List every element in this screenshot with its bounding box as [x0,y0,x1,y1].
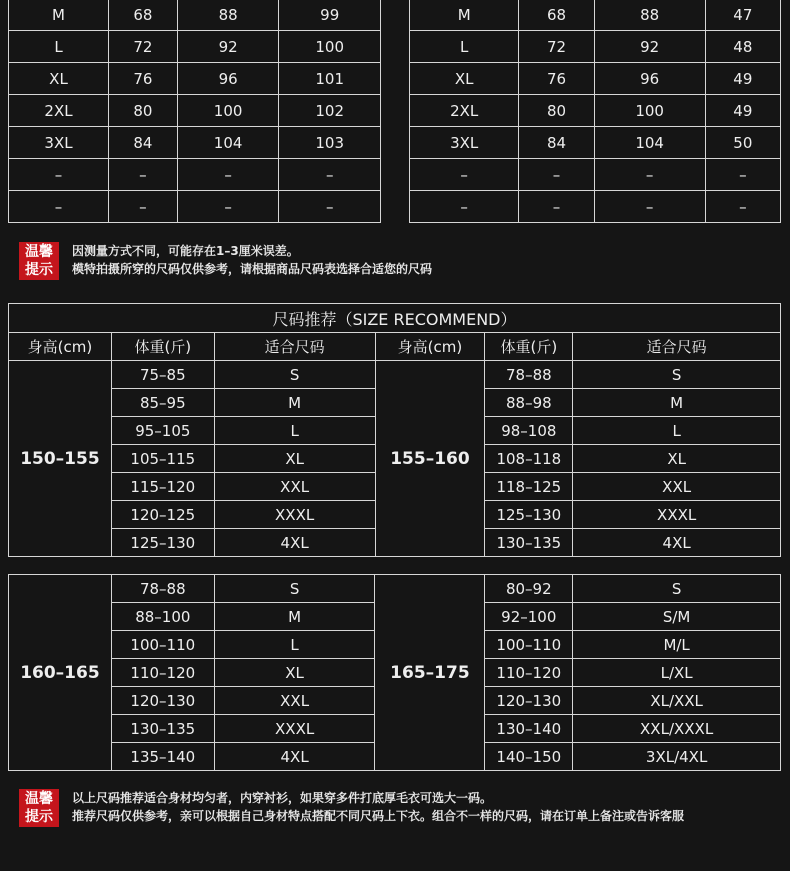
weight-cell: 125–130 [111,529,214,557]
height-range-cell: 150–155 [9,361,112,557]
size-cell: 102 [279,95,381,127]
size-row [9,159,381,191]
size-row [410,191,781,223]
size-cell: 84 [109,127,178,159]
size-row [410,0,781,31]
size-cell: L [214,631,375,659]
header-cell: 体重(斤) [111,333,214,361]
size-recommend-body-2 [9,575,781,771]
weight-cell: 78–88 [111,575,214,603]
size-cell: 92 [177,31,279,63]
size-cell: XL [214,445,375,473]
size-cell: M [410,0,519,31]
size-cell: 99 [279,0,381,31]
size-cell: – [9,159,109,191]
size-cell: XXXL [214,715,375,743]
size-row [410,95,781,127]
size-cell: M [214,603,375,631]
weight-cell: 140–150 [485,743,573,771]
size-cell: 48 [705,31,780,63]
size-cell: 80 [519,95,594,127]
size-row [9,0,381,31]
size-cell: M/L [573,631,781,659]
size-cell: L [9,31,109,63]
size-table-right [409,0,781,223]
size-cell: L [410,31,519,63]
size-cell: 104 [177,127,279,159]
weight-cell: 88–100 [111,603,214,631]
size-cell: 84 [519,127,594,159]
size-row [9,95,381,127]
weight-cell: 130–140 [485,715,573,743]
notice-line: 因测量方式不同，可能存在1–3厘米误差。 [72,244,299,258]
size-cell: L/XL [573,659,781,687]
weight-cell: 78–88 [485,361,573,389]
size-cell: 68 [109,0,178,31]
size-table-right-body [410,0,781,223]
size-cell: 100 [594,95,705,127]
size-cell: 96 [594,63,705,95]
weight-cell: 75–85 [111,361,214,389]
weight-cell: 135–140 [111,743,214,771]
size-cell: – [177,159,279,191]
size-cell: 2XL [410,95,519,127]
weight-cell: 100–110 [485,631,573,659]
size-cell: S [214,361,375,389]
size-cell: – [705,159,780,191]
size-cell: – [279,159,381,191]
size-cell: 4XL [214,529,375,557]
size-row [9,127,381,159]
weight-cell: 108–118 [485,445,573,473]
size-cell: 3XL [9,127,109,159]
size-cell: 100 [279,31,381,63]
height-range-cell: 160–165 [9,575,112,771]
size-cell: XXL [214,473,375,501]
size-cell: 3XL [410,127,519,159]
notice-tip [19,242,432,280]
size-table-left [8,0,381,223]
size-row [410,31,781,63]
size-cell: XXL/XXXL [573,715,781,743]
size-cell: XL [410,63,519,95]
recommend-title: 尺码推荐（SIZE RECOMMEND） [9,304,781,333]
size-cell: – [410,159,519,191]
notice-text [72,242,432,278]
size-cell: – [177,191,279,223]
weight-cell: 110–120 [485,659,573,687]
notice-badge [19,242,59,280]
size-cell: 4XL [214,743,375,771]
notice-line: 以上尺码推荐适合身材均匀者，内穿衬衫，如果穿多件打底厚毛衣可选大一码。 [72,791,493,805]
weight-cell: 110–120 [111,659,214,687]
size-cell: 96 [177,63,279,95]
size-recommend-table-2 [8,574,781,771]
size-row [9,31,381,63]
size-cell: M [9,0,109,31]
size-cell: – [519,191,594,223]
size-cell: 76 [109,63,178,95]
size-cell: – [519,159,594,191]
notice-tip-2 [19,789,684,827]
size-cell: 103 [279,127,381,159]
weight-cell: 125–130 [485,501,573,529]
size-cell: 49 [705,63,780,95]
size-cell: 4XL [573,529,781,557]
header-cell: 身高(cm) [375,333,485,361]
size-cell: – [279,191,381,223]
size-row [9,63,381,95]
size-row [410,159,781,191]
size-cell: L [214,417,375,445]
badge-line: 提示 [25,262,53,278]
size-cell: XL [9,63,109,95]
notice-text [72,789,684,825]
size-cell: – [705,191,780,223]
notice-line: 推荐尺码仅供参考，亲可以根据自己身材特点搭配不同尺码上下衣。组合不一样的尺码，请在订单上备注或告诉客服 [72,809,685,823]
size-cell: M [214,389,375,417]
size-cell: S [214,575,375,603]
size-cell: XXL [573,473,781,501]
size-cell: L [573,417,781,445]
weight-cell: 130–135 [485,529,573,557]
weight-cell: 98–108 [485,417,573,445]
size-cell: S/M [573,603,781,631]
size-cell: 76 [519,63,594,95]
header-cell: 身高(cm) [9,333,112,361]
weight-cell: 95–105 [111,417,214,445]
notice-badge [19,789,59,827]
weight-cell: 115–120 [111,473,214,501]
size-cell: XXXL [573,501,781,529]
size-cell: 47 [705,0,780,31]
size-cell: 49 [705,95,780,127]
size-cell: 2XL [9,95,109,127]
weight-cell: 85–95 [111,389,214,417]
size-cell: 68 [519,0,594,31]
size-cell: XXXL [214,501,375,529]
weight-cell: 120–130 [485,687,573,715]
size-row [410,127,781,159]
size-cell: – [410,191,519,223]
size-cell: S [573,575,781,603]
size-cell: 88 [594,0,705,31]
size-table-left-body [9,0,381,223]
badge-line: 提示 [25,809,53,825]
header-cell: 适合尺码 [214,333,375,361]
size-row [410,63,781,95]
recommend-row [9,575,781,603]
size-cell: 101 [279,63,381,95]
size-cell: 50 [705,127,780,159]
size-cell: – [594,191,705,223]
weight-cell: 120–130 [111,687,214,715]
size-cell: 3XL/4XL [573,743,781,771]
weight-cell: 118–125 [485,473,573,501]
size-cell: XXL [214,687,375,715]
size-cell: – [109,191,178,223]
weight-cell: 130–135 [111,715,214,743]
size-cell: 104 [594,127,705,159]
badge-line: 温馨 [25,244,53,260]
weight-cell: 80–92 [485,575,573,603]
size-cell: XL [214,659,375,687]
height-range-cell: 155–160 [375,361,485,557]
notice-line: 模特拍摄所穿的尺码仅供参考，请根据商品尺码表选择合适您的尺码 [72,262,433,276]
size-cell: 72 [519,31,594,63]
weight-cell: 88–98 [485,389,573,417]
header-cell: 适合尺码 [573,333,781,361]
weight-cell: 100–110 [111,631,214,659]
size-recommend-table [8,303,781,557]
weight-cell: 92–100 [485,603,573,631]
size-row [9,191,381,223]
size-cell: – [9,191,109,223]
recommend-row [9,361,781,389]
size-recommend-body [9,304,781,557]
badge-line: 温馨 [25,791,53,807]
recommend-header-row [9,333,781,361]
size-cell: M [573,389,781,417]
size-cell: – [594,159,705,191]
size-cell: XL [573,445,781,473]
size-cell: 92 [594,31,705,63]
size-cell: – [109,159,178,191]
size-cell: XL/XXL [573,687,781,715]
size-cell: 100 [177,95,279,127]
size-cell: 80 [109,95,178,127]
size-cell: 72 [109,31,178,63]
weight-cell: 105–115 [111,445,214,473]
size-cell: 88 [177,0,279,31]
height-range-cell: 165–175 [375,575,485,771]
weight-cell: 120–125 [111,501,214,529]
header-cell: 体重(斤) [485,333,573,361]
size-cell: S [573,361,781,389]
